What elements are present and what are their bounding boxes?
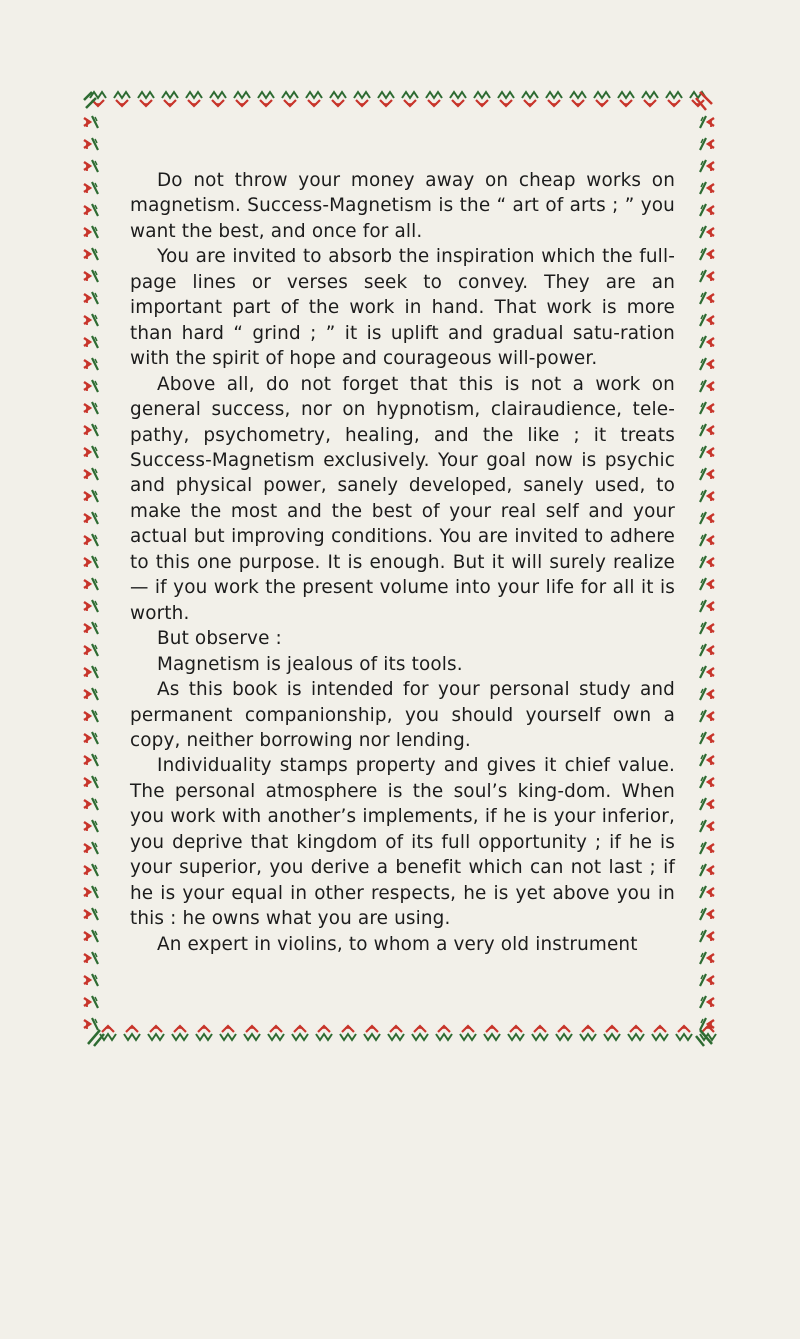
bottom-ornament-row: [100, 1026, 716, 1040]
bottom-left-corner: [88, 1030, 104, 1046]
body-text: [130, 168, 675, 957]
top-ornament-row: [90, 92, 706, 106]
paragraph: An expert in violins, to whom a very old instrument: [157, 933, 638, 955]
paragraph: Do not throw your money away on cheap works on magnetism. Success-Magnetism is the “ art of arts ; ” you want the best, and once for all.: [130, 170, 675, 242]
paragraph: Individuality stamps property and gives it chief value. The personal atmosphere is the soul’s king-dom. When you work with another’s implements, if he is your inferior, you deprive that kingdom of its full opportunity ; if he is your superior, you derive a benefit which can not last ; if he is your equal in other respects, he is yet above you in this : he owns what you are using.: [130, 755, 675, 930]
paragraph: Magnetism is jealous of its tools.: [157, 653, 463, 675]
right-ornament-column: [700, 116, 714, 1030]
paragraph: As this book is intended for your personal study and permanent companionship, you should yourself own a copy, neither borrowing nor lending.: [130, 679, 675, 751]
paragraph: Above all, do not forget that this is not a work on general success, nor on hypnotism, clairaudience, tele-pathy, psychometry, healing, and the like ; it treats Success-Magnetism exclusively. Your goal now is psychic and physical power, sanely developed, sanely used, to make the most and the best of your real self and your actual but improving conditions. You are invited to adhere to this one purpose. It is enough. But it will surely realize — if you work the present volume into your life for all it is worth.: [130, 373, 675, 624]
paragraph: But observe :: [157, 628, 282, 650]
paragraph: You are invited to absorb the inspiration which the full-page lines or verses seek to convey. They are an important part of the work in hand. That work is more than hard “ grind ; ” it is uplift and gradual satu-ration with the spirit of hope and courageous will-power.: [130, 246, 675, 370]
top-left-corner: [84, 92, 96, 108]
left-ornament-column: [84, 116, 98, 1030]
